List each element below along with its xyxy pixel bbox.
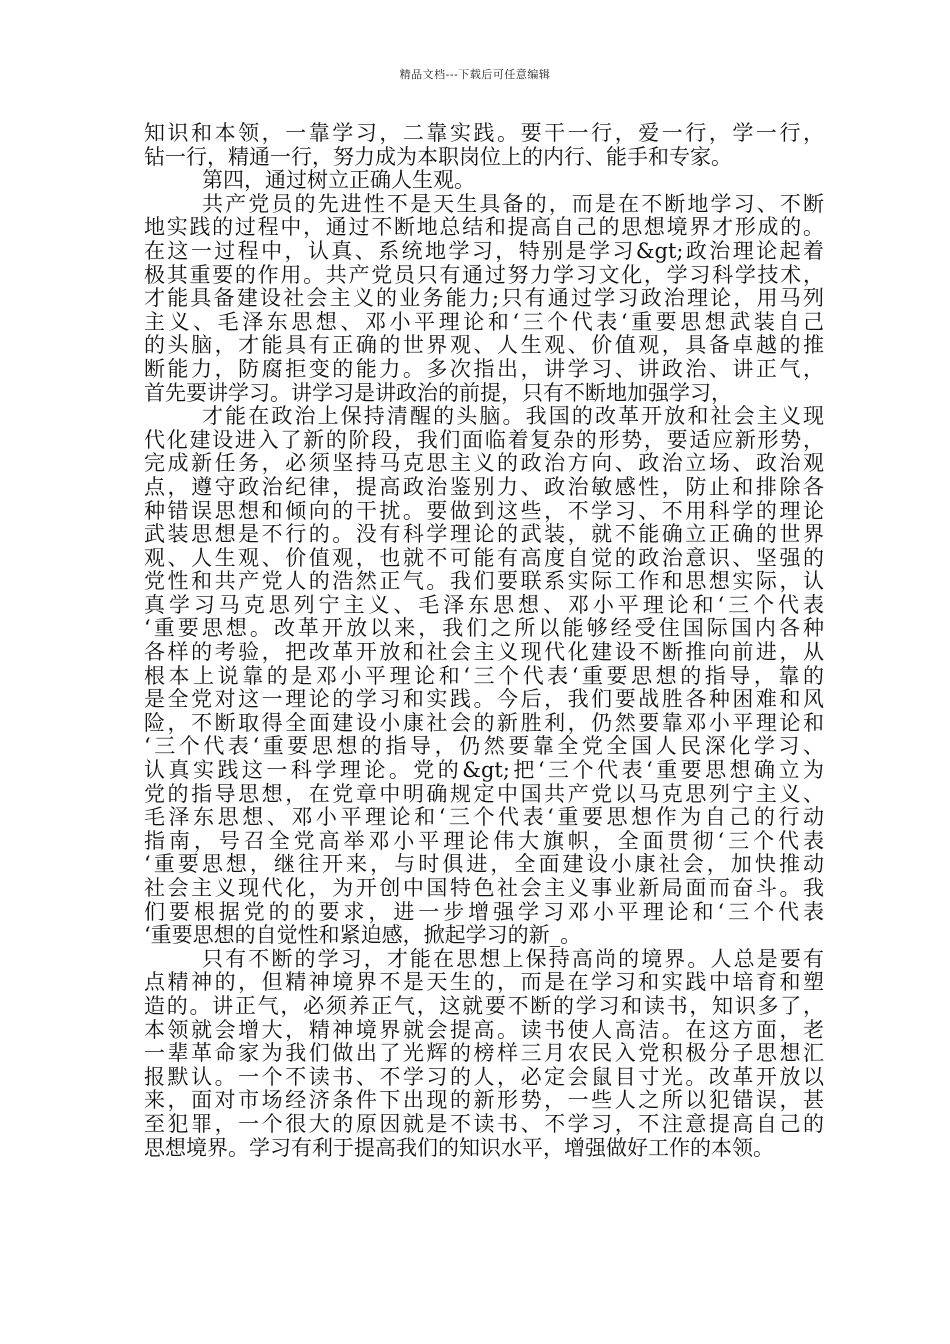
text-line: 思想境界。学习有利于提高我们的知识水平，增强做好工作的本领。 <box>144 1135 774 1160</box>
text-line: 报默认。一个不读书、不学习的人，必定会鼠目寸光。改革开放以 <box>144 1064 824 1089</box>
text-line: 点精神的，但精神境界不是天生的，而是在学习和实践中培育和塑 <box>144 970 824 995</box>
text-line: 才能在政治上保持清醒的头脑。我国的改革开放和社会主义现 <box>202 404 824 429</box>
text-line: 毛泽东思想、邓小平理论和‘三个代表‘重要思想作为自己的行动 <box>144 805 824 830</box>
text-line: ‘重要思想的自觉性和紧迫感，掀起学习的新_。 <box>144 923 582 948</box>
text-line: 党的指导思想，在党章中明确规定中国共产党以马克思列宁主义、 <box>144 781 824 806</box>
text-line: 点，遵守政治纪律，提高政治鉴别力、政治敏感性，防止和排除各 <box>144 474 824 499</box>
text-line: 社会主义现代化，为开创中国特色社会主义事业新局面而奋斗。我 <box>144 876 824 900</box>
text-line: 险，不断取得全面建设小康社会的新胜利，仍然要靠邓小平理论和 <box>144 710 824 735</box>
text-line: ‘重要思想，继往开来，与时俱进，全面建设小康社会，加快推动 <box>144 852 824 877</box>
text-line: 只有不断的学习，才能在思想上保持高尚的境界。人总是要有 <box>202 946 824 971</box>
text-line: 一辈革命家为我们做出了光辉的榜样三月农民入党积极分子思想汇 <box>144 1041 824 1066</box>
text-line: 各样的考验，把改革开放和社会主义现代化建设不断推向前进，从 <box>144 640 824 665</box>
text-line: 根本上说靠的是邓小平理论和‘三个代表‘重要思想的指导，靠的 <box>144 663 824 688</box>
text-line: 的头脑，才能具有正确的世界观、人生观、价值观，具备卓越的推 <box>144 333 824 358</box>
text-line: 代化建设进入了新的阶段，我们面临着复杂的形势，要适应新形势， <box>144 427 824 452</box>
text-line: 认真实践这一科学理论。党的&gt;把‘三个代表‘重要思想确立为 <box>144 758 824 783</box>
text-line: 观、人生观、价值观，也就不可能有高度自觉的政治意识、坚强的 <box>144 545 824 570</box>
text-line: ‘重要思想。改革开放以来，我们之所以能够经受住国际国内各种 <box>144 616 824 641</box>
text-line: 本领就会增大，精神境界就会提高。读书使人高洁。在这方面，老 <box>144 1017 824 1042</box>
text-line: 是全党对这一理论的学习和实践。今后，我们要战胜各种困难和风 <box>144 687 824 712</box>
text-line: 知识和本领，一靠学习，二靠实践。要干一行，爱一行，学一行， <box>144 121 824 145</box>
text-line: 在这一过程中，认真、系统地学习，特别是学习&gt;政治理论起着 <box>144 238 824 263</box>
text-line: 共产党员的先进性不是天生具备的，而是在不断地学习、不断 <box>202 191 824 216</box>
text-line: 钻一行，精通一行，努力成为本职岗位上的内行、能手和专家。 <box>144 144 732 169</box>
document-body <box>144 122 824 1160</box>
text-line: 地实践的过程中，通过不断地总结和提高自己的思想境界才形成的。 <box>144 215 824 240</box>
text-line: 来，面对市场经济条件下出现的新形势，一些人之所以犯错误，甚 <box>144 1088 824 1113</box>
text-line: 指南，号召全党高举邓小平理论伟大旗帜，全面贯彻‘三个代表 <box>144 828 824 853</box>
text-line: 完成新任务，必须坚持马克思主义的政治方向、政治立场、政治观 <box>144 451 824 476</box>
text-line: ‘三个代表‘重要思想的指导，仍然要靠全党全国人民深化学习、 <box>144 734 824 759</box>
text-line: 真学习马克思列宁主义、毛泽东思想、邓小平理论和‘三个代表 <box>144 592 824 617</box>
text-line: 主义、毛泽东思想、邓小平理论和‘三个代表‘重要思想武装自己 <box>144 309 824 334</box>
text-line: 至犯罪，一个很大的原因就是不读书、不学习，不注意提高自己的 <box>144 1111 824 1136</box>
text-line: 造的。讲正气，必须养正气，这就要不断的学习和读书，知识多了， <box>144 993 824 1018</box>
text-line: 党性和共产党人的浩然正气。我们要联系实际工作和思想实际，认 <box>144 569 824 594</box>
text-line: 极其重要的作用。共产党员只有通过努力学习文化，学习科学技术， <box>144 262 824 287</box>
text-line: 才能具备建设社会主义的业务能力;只有通过学习政治理论，用马列 <box>144 286 824 311</box>
text-line: 们要根据党的的要求，进一步增强学习邓小平理论和‘三个代表 <box>144 899 824 924</box>
page-header: 精品文档---下载后可任意编辑 <box>399 68 551 81</box>
text-line: 断能力，防腐拒变的能力。多次指出，讲学习、讲政治、讲正气， <box>144 356 824 381</box>
text-line: 种错误思想和倾向的干扰。要做到这些，不学习、不用科学的理论 <box>144 498 824 523</box>
text-line: 第四，通过树立正确人生观。 <box>202 168 475 193</box>
text-line: 首先要讲学习。讲学习是讲政治的前提，只有不断地加强学习， <box>144 380 732 405</box>
text-line: 武装思想是不行的。没有科学理论的武装，就不能确立正确的世界 <box>144 522 824 547</box>
